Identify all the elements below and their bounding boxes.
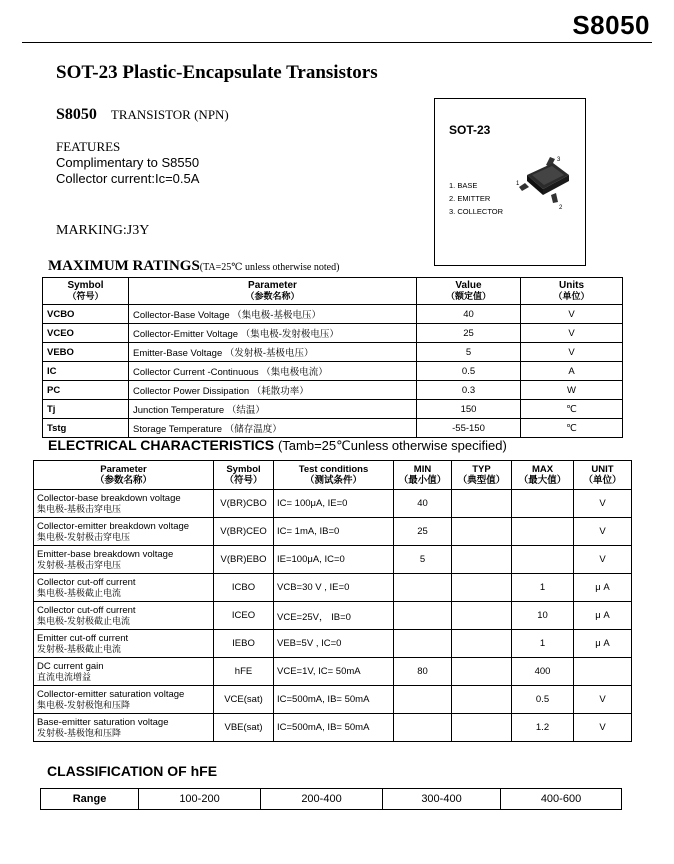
value-cell: 5 bbox=[417, 343, 521, 362]
range-label: Range bbox=[41, 789, 139, 810]
parameter-name: Collector-emitter breakdown voltage bbox=[37, 520, 190, 532]
feature-item: Complimentary to S8550 bbox=[56, 155, 200, 170]
symbol-cell: V(BR)CBO bbox=[214, 490, 274, 518]
electrical-heading: ELECTRICAL CHARACTERISTICS bbox=[48, 437, 275, 453]
value-cell: 25 bbox=[417, 324, 521, 343]
classification-title: CLASSIFICATION OF hFE bbox=[47, 763, 218, 779]
pin-number: 1 bbox=[516, 181, 520, 187]
conditions-cell: VEB=5V , IC=0 bbox=[274, 630, 394, 658]
column-header: Symbol （符号） bbox=[214, 461, 274, 490]
package-title: SOT-23 bbox=[449, 123, 491, 137]
max-ratings-table bbox=[42, 277, 623, 438]
parameter-cell bbox=[34, 714, 214, 742]
table-row bbox=[34, 602, 632, 630]
parameter-name-cn: 发射极-基极饱和压降 bbox=[37, 727, 121, 738]
classification-table bbox=[40, 788, 622, 810]
parameter-cell bbox=[34, 490, 214, 518]
typ-cell bbox=[452, 546, 512, 574]
table-row bbox=[43, 324, 623, 343]
conditions-cell: IC= 1mA, IB=0 bbox=[274, 518, 394, 546]
table-row bbox=[41, 789, 622, 810]
table-row bbox=[34, 630, 632, 658]
symbol-cell: V(BR)CEO bbox=[214, 518, 274, 546]
parameter-cell: Junction Temperature （结温） bbox=[129, 400, 417, 419]
unit-cell: μ A bbox=[574, 574, 632, 602]
table-row bbox=[34, 546, 632, 574]
symbol-cell: ICBO bbox=[214, 574, 274, 602]
features-heading: FEATURES bbox=[56, 139, 121, 154]
range-cell: 200-400 bbox=[261, 789, 383, 810]
unit-cell: V bbox=[574, 518, 632, 546]
min-cell bbox=[394, 714, 452, 742]
max-cell: 1 bbox=[512, 574, 574, 602]
max-ratings-title bbox=[48, 258, 339, 275]
marking-code: MARKING:J3Y bbox=[56, 223, 150, 238]
symbol-cell: Tstg bbox=[43, 419, 129, 438]
part-type: TRANSISTOR (NPN) bbox=[110, 107, 229, 122]
unit-cell: V bbox=[521, 343, 623, 362]
max-ratings-heading: MAXIMUM RATINGS bbox=[48, 258, 200, 274]
column-header: Parameter （参数名称） bbox=[34, 461, 214, 490]
unit-cell: ℃ bbox=[521, 400, 623, 419]
symbol-cell: PC bbox=[43, 381, 129, 400]
parameter-name-cn: 发射极-基极击穿电压 bbox=[37, 559, 121, 570]
min-cell: 25 bbox=[394, 518, 452, 546]
parameter-cell: Collector-Base Voltage （集电极-基极电压） bbox=[129, 305, 417, 324]
range-cell: 300-400 bbox=[383, 789, 501, 810]
symbol-cell: IC bbox=[43, 362, 129, 381]
min-cell: 40 bbox=[394, 490, 452, 518]
symbol-cell: V(BR)EBO bbox=[214, 546, 274, 574]
parameter-cell: Emitter-Base Voltage （发射极-基极电压） bbox=[129, 343, 417, 362]
unit-cell: V bbox=[521, 324, 623, 343]
min-cell: 80 bbox=[394, 658, 452, 686]
table-row bbox=[43, 305, 623, 324]
max-cell: 400 bbox=[512, 658, 574, 686]
max-cell bbox=[512, 490, 574, 518]
unit-cell: V bbox=[574, 546, 632, 574]
conditions-cell: IE=100μA, IC=0 bbox=[274, 546, 394, 574]
parameter-name: Collector-emitter saturation voltage bbox=[37, 688, 185, 700]
typ-cell bbox=[452, 686, 512, 714]
value-cell: 150 bbox=[417, 400, 521, 419]
column-header: Symbol （符号） bbox=[43, 278, 129, 305]
typ-cell bbox=[452, 518, 512, 546]
parameter-name-cn: 发射极-基极截止电流 bbox=[37, 643, 121, 654]
pin-number: 2 bbox=[559, 205, 563, 211]
parameter-name-cn: 集电极-发射极截止电流 bbox=[37, 615, 130, 626]
min-cell bbox=[394, 602, 452, 630]
symbol-cell: IEBO bbox=[214, 630, 274, 658]
unit-cell bbox=[574, 658, 632, 686]
electrical-condition: (Tamb=25℃unless otherwise specified) bbox=[277, 438, 507, 453]
parameter-cell: Collector-Emitter Voltage （集电极-发射极电压） bbox=[129, 324, 417, 343]
part-line bbox=[56, 106, 229, 124]
table-row bbox=[43, 419, 623, 438]
typ-cell bbox=[452, 630, 512, 658]
parameter-name-cn: 直流电流增益 bbox=[37, 671, 92, 682]
max-cell: 0.5 bbox=[512, 686, 574, 714]
typ-cell bbox=[452, 602, 512, 630]
table-row bbox=[43, 343, 623, 362]
conditions-cell: VCE=25V， IB=0 bbox=[274, 602, 394, 630]
parameter-name-cn: 集电极-基极截止电流 bbox=[37, 587, 121, 598]
symbol-cell: VEBO bbox=[43, 343, 129, 362]
max-ratings-condition: (TA=25℃ unless otherwise noted) bbox=[199, 262, 340, 273]
conditions-cell: VCE=1V, IC= 50mA bbox=[274, 658, 394, 686]
table-row bbox=[34, 574, 632, 602]
max-cell: 10 bbox=[512, 602, 574, 630]
parameter-name: DC current gain bbox=[37, 660, 104, 672]
sot23-package-icon bbox=[515, 153, 579, 211]
table-row bbox=[43, 381, 623, 400]
parameter-name-cn: 集电极-发射极击穿电压 bbox=[37, 531, 130, 542]
parameter-cell: Collector Power Dissipation （耗散功率） bbox=[129, 381, 417, 400]
typ-cell bbox=[452, 490, 512, 518]
parameter-cell: Storage Temperature （储存温度） bbox=[129, 419, 417, 438]
document-title: SOT-23 Plastic-Encapsulate Transistors bbox=[56, 62, 378, 83]
pin-number: 3 bbox=[557, 157, 561, 163]
min-cell: 5 bbox=[394, 546, 452, 574]
column-header: UNIT （单位） bbox=[574, 461, 632, 490]
symbol-cell: Tj bbox=[43, 400, 129, 419]
unit-cell: V bbox=[574, 686, 632, 714]
value-cell: 40 bbox=[417, 305, 521, 324]
unit-cell: μ A bbox=[574, 602, 632, 630]
max-cell bbox=[512, 546, 574, 574]
conditions-cell: VCB=30 V , IE=0 bbox=[274, 574, 394, 602]
header-part-number: S8050 bbox=[572, 10, 650, 40]
parameter-cell: Collector Current -Continuous （集电极电流） bbox=[129, 362, 417, 381]
column-header: MIN （最小值） bbox=[394, 461, 452, 490]
parameter-cell bbox=[34, 630, 214, 658]
min-cell bbox=[394, 630, 452, 658]
table-row bbox=[43, 400, 623, 419]
feature-item: Collector current:Ic=0.5A bbox=[56, 171, 200, 186]
parameter-name: Base-emitter saturation voltage bbox=[37, 716, 169, 728]
range-cell: 100-200 bbox=[139, 789, 261, 810]
symbol-cell: ICEO bbox=[214, 602, 274, 630]
parameter-cell bbox=[34, 574, 214, 602]
table-row bbox=[34, 714, 632, 742]
unit-cell: V bbox=[521, 305, 623, 324]
value-cell: -55-150 bbox=[417, 419, 521, 438]
electrical-table bbox=[33, 460, 632, 742]
table-header-row bbox=[43, 278, 623, 305]
value-cell: 0.3 bbox=[417, 381, 521, 400]
column-header: MAX （最大值） bbox=[512, 461, 574, 490]
table-row bbox=[34, 490, 632, 518]
parameter-name-cn: 集电极-发射极饱和压降 bbox=[37, 699, 130, 710]
typ-cell bbox=[452, 574, 512, 602]
column-header: TYP （典型值） bbox=[452, 461, 512, 490]
symbol-cell: hFE bbox=[214, 658, 274, 686]
range-cell: 400-600 bbox=[501, 789, 622, 810]
package-box bbox=[434, 98, 586, 266]
symbol-cell: VCE(sat) bbox=[214, 686, 274, 714]
unit-cell: V bbox=[574, 490, 632, 518]
unit-cell: ℃ bbox=[521, 419, 623, 438]
symbol-cell: VCEO bbox=[43, 324, 129, 343]
parameter-cell bbox=[34, 686, 214, 714]
table-row bbox=[34, 658, 632, 686]
pin-label: 2. EMITTER bbox=[449, 194, 491, 203]
conditions-cell: IC=500mA, IB= 50mA bbox=[274, 714, 394, 742]
part-number: S8050 bbox=[56, 106, 97, 123]
parameter-name: Collector-base breakdown voltage bbox=[37, 492, 181, 504]
typ-cell bbox=[452, 714, 512, 742]
unit-cell: W bbox=[521, 381, 623, 400]
parameter-cell bbox=[34, 658, 214, 686]
max-cell: 1 bbox=[512, 630, 574, 658]
table-header-row bbox=[34, 461, 632, 490]
unit-cell: V bbox=[574, 714, 632, 742]
typ-cell bbox=[452, 658, 512, 686]
parameter-name: Emitter cut-off current bbox=[37, 632, 129, 644]
unit-cell: A bbox=[521, 362, 623, 381]
max-cell: 1.2 bbox=[512, 714, 574, 742]
min-cell bbox=[394, 574, 452, 602]
unit-cell: μ A bbox=[574, 630, 632, 658]
parameter-cell bbox=[34, 546, 214, 574]
symbol-cell: VCBO bbox=[43, 305, 129, 324]
table-row bbox=[43, 362, 623, 381]
parameter-name: Collector cut-off current bbox=[37, 604, 136, 616]
conditions-cell: IC=500mA, IB= 50mA bbox=[274, 686, 394, 714]
parameter-cell bbox=[34, 602, 214, 630]
symbol-cell: VBE(sat) bbox=[214, 714, 274, 742]
pin-label: 3. COLLECTOR bbox=[449, 207, 504, 216]
min-cell bbox=[394, 686, 452, 714]
column-header: Units （单位） bbox=[521, 278, 623, 305]
pin-label: 1. BASE bbox=[449, 181, 478, 190]
table-row bbox=[34, 518, 632, 546]
parameter-name: Collector cut-off current bbox=[37, 576, 136, 588]
parameter-name-cn: 集电极-基极击穿电压 bbox=[37, 503, 121, 514]
electrical-title bbox=[48, 437, 507, 454]
conditions-cell: IC= 100μA, IE=0 bbox=[274, 490, 394, 518]
column-header: Parameter （参数名称） bbox=[129, 278, 417, 305]
column-header: Test conditions （测试条件） bbox=[274, 461, 394, 490]
header-rule bbox=[22, 42, 652, 43]
max-cell bbox=[512, 518, 574, 546]
parameter-cell bbox=[34, 518, 214, 546]
table-row bbox=[34, 686, 632, 714]
parameter-name: Emitter-base breakdown voltage bbox=[37, 548, 174, 560]
column-header: Value （额定值） bbox=[417, 278, 521, 305]
value-cell: 0.5 bbox=[417, 362, 521, 381]
